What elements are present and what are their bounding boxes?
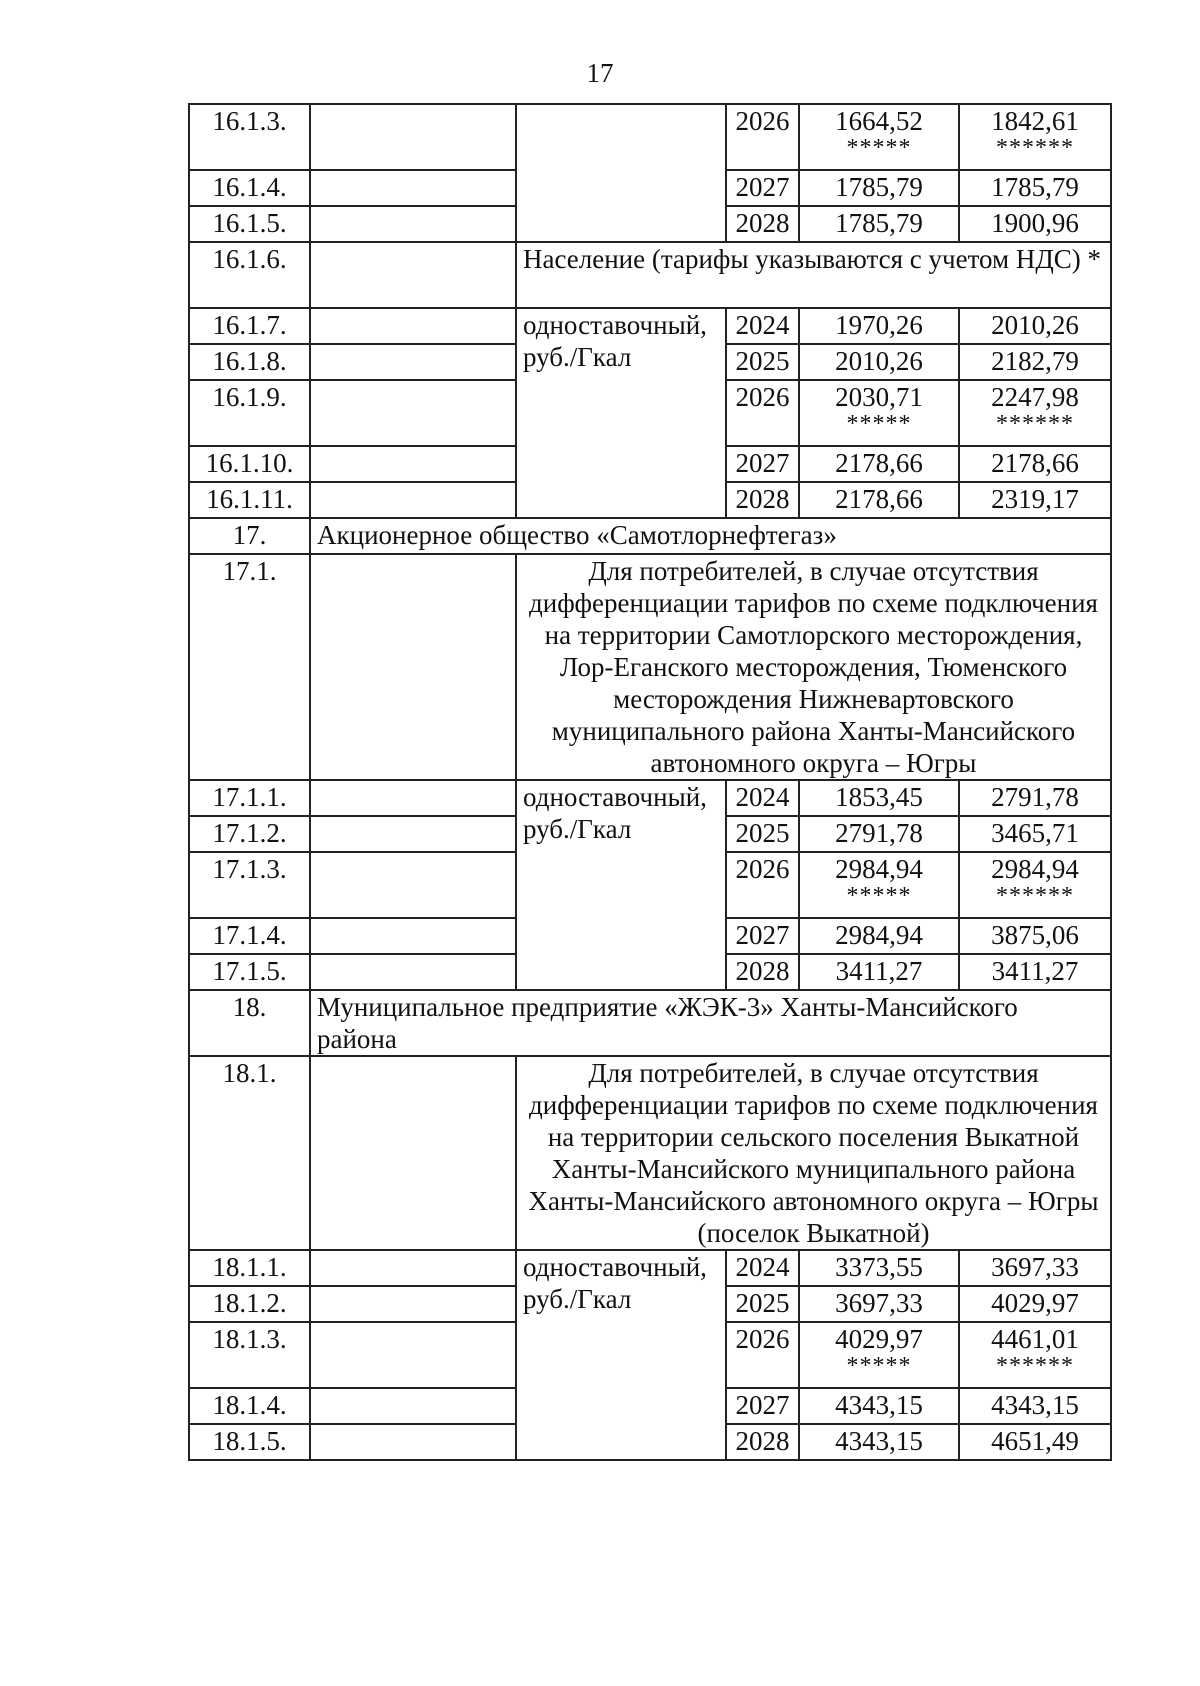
year-cell: 2025 (726, 1286, 799, 1322)
tariff-value-2: 2319,17 (959, 482, 1111, 518)
empty-cell (310, 446, 516, 482)
footnote-mark: ***** (846, 135, 912, 161)
empty-cell (310, 554, 516, 780)
empty-cell (310, 482, 516, 518)
tariff-value-1: 3373,55 (799, 1250, 959, 1286)
row-number: 17.1. (189, 554, 310, 780)
organization-name: Муниципальное предприятие «ЖЭК-3» Ханты-Мансийского района (310, 990, 1111, 1056)
row-number: 17.1.3. (189, 852, 310, 918)
row-number: 16.1.4. (189, 170, 310, 206)
tariff-value-2: 4029,97 (959, 1286, 1111, 1322)
tariff-value-1: 2178,66 (799, 482, 959, 518)
row-number: 18.1.4. (189, 1388, 310, 1424)
empty-cell (310, 1056, 516, 1250)
tariff-value-1: 1785,79 (799, 206, 959, 242)
footnote-mark: ***** (846, 883, 912, 909)
tariff-method: одноставочный, руб./Гкал (516, 780, 726, 990)
empty-cell (310, 104, 516, 170)
empty-cell (310, 780, 516, 816)
tariff-value-2: 4651,49 (959, 1424, 1111, 1460)
tariff-value-2: 3697,33 (959, 1250, 1111, 1286)
row-number: 18.1.2. (189, 1286, 310, 1322)
empty-cell (310, 1322, 516, 1388)
table-row (189, 554, 1111, 780)
table-row (189, 308, 1111, 344)
year-cell: 2024 (726, 1250, 799, 1286)
year-cell: 2028 (726, 482, 799, 518)
tariff-value-2: 2182,79 (959, 344, 1111, 380)
empty-cell (310, 852, 516, 918)
tariff-table (188, 103, 1112, 1461)
row-number: 17. (189, 518, 310, 554)
year-cell: 2025 (726, 816, 799, 852)
tariff-value-1: 1785,79 (799, 170, 959, 206)
tariff-value-2: 2178,66 (959, 446, 1111, 482)
tariff-value-1: 2010,26 (799, 344, 959, 380)
tariff-value-1: 1853,45 (799, 780, 959, 816)
tariff-value-1: 2178,66 (799, 446, 959, 482)
tariff-value-2: 1785,79 (959, 170, 1111, 206)
empty-cell (310, 918, 516, 954)
year-cell: 2026 (726, 1322, 799, 1388)
tariff-value-1: 4343,15 (799, 1424, 959, 1460)
footnote-mark: ****** (996, 1353, 1074, 1379)
row-number: 18.1.1. (189, 1250, 310, 1286)
year-cell: 2025 (726, 344, 799, 380)
year-cell: 2026 (726, 380, 799, 446)
page-number: 17 (586, 58, 614, 88)
table-row (189, 518, 1111, 554)
row-number: 17.1.5. (189, 954, 310, 990)
row-number: 16.1.9. (189, 380, 310, 446)
empty-cell (310, 170, 516, 206)
year-cell: 2026 (726, 104, 799, 170)
tariff-value-1: 2030,71 ***** (799, 380, 959, 446)
consumer-description: Для потребителей, в случае отсутствия дифференциации тарифов по схеме подключения на территории сельского поселения Выкатной Ханты-Мансийского муниципального района Ханты-Мансийского автономного округа – Югры (поселок Выкатной) (516, 1056, 1111, 1250)
row-number: 16.1.7. (189, 308, 310, 344)
row-number: 17.1.1. (189, 780, 310, 816)
row-number: 16.1.8. (189, 344, 310, 380)
empty-cell (310, 308, 516, 344)
row-number: 18.1.5. (189, 1424, 310, 1460)
row-number: 16.1.11. (189, 482, 310, 518)
year-cell: 2028 (726, 206, 799, 242)
year-cell: 2027 (726, 170, 799, 206)
empty-cell (310, 206, 516, 242)
population-label: Население (тарифы указываются с учетом НДС) * (516, 242, 1111, 308)
row-number: 16.1.5. (189, 206, 310, 242)
tariff-value-2: 3465,71 (959, 816, 1111, 852)
footnote-mark: ****** (996, 135, 1074, 161)
tariff-value-1: 2984,94 ***** (799, 852, 959, 918)
tariff-value-1: 1664,52 ***** (799, 104, 959, 170)
tariff-value-2: 4461,01 ****** (959, 1322, 1111, 1388)
organization-name: Акционерное общество «Самотлорнефтегаз» (310, 518, 1111, 554)
year-cell: 2024 (726, 780, 799, 816)
empty-cell (310, 1286, 516, 1322)
tariff-value-1: 3411,27 (799, 954, 959, 990)
tariff-value-2: 4343,15 (959, 1388, 1111, 1424)
tariff-value-2: 2791,78 (959, 780, 1111, 816)
empty-cell (310, 1424, 516, 1460)
row-number: 18.1. (189, 1056, 310, 1250)
year-cell: 2027 (726, 446, 799, 482)
footnote-mark: ****** (996, 411, 1074, 437)
empty-cell (310, 816, 516, 852)
tariff-value-2: 1842,61 ****** (959, 104, 1111, 170)
row-number: 17.1.4. (189, 918, 310, 954)
tariff-value-1: 2984,94 (799, 918, 959, 954)
tariff-value-2: 3875,06 (959, 918, 1111, 954)
tariff-value-1: 4029,97 ***** (799, 1322, 959, 1388)
table-row (189, 104, 1111, 170)
row-number: 18. (189, 990, 310, 1056)
row-number: 16.1.6. (189, 242, 310, 308)
tariff-value-1: 1970,26 (799, 308, 959, 344)
table-row (189, 780, 1111, 816)
tariff-method: одноставочный, руб./Гкал (516, 1250, 726, 1460)
tariff-value-2: 2247,98 ****** (959, 380, 1111, 446)
table-row (189, 990, 1111, 1056)
row-number: 16.1.3. (189, 104, 310, 170)
table-row (189, 1250, 1111, 1286)
consumer-description: Для потребителей, в случае отсутствия дифференциации тарифов по схеме подключения на территории Самотлорского месторождения, Лор-Еганского месторождения, Тюменского месторождения Нижневартовского муниципального района Ханты-Мансийского автономного округа – Югры (516, 554, 1111, 780)
tariff-value-1: 4343,15 (799, 1388, 959, 1424)
year-cell: 2027 (726, 918, 799, 954)
table-row (189, 242, 1111, 308)
empty-cell (310, 1250, 516, 1286)
tariff-value-2: 2984,94 ****** (959, 852, 1111, 918)
tariff-value-2: 1900,96 (959, 206, 1111, 242)
tariff-value-2: 2010,26 (959, 308, 1111, 344)
tariff-value-2: 3411,27 (959, 954, 1111, 990)
empty-cell (516, 104, 726, 242)
year-cell: 2028 (726, 1424, 799, 1460)
empty-cell (310, 1388, 516, 1424)
empty-cell (310, 242, 516, 308)
footnote-mark: ****** (996, 883, 1074, 909)
footnote-mark: ***** (846, 1353, 912, 1379)
year-cell: 2028 (726, 954, 799, 990)
year-cell: 2024 (726, 308, 799, 344)
row-number: 17.1.2. (189, 816, 310, 852)
empty-cell (310, 380, 516, 446)
footnote-mark: ***** (846, 411, 912, 437)
year-cell: 2026 (726, 852, 799, 918)
table-row (189, 1056, 1111, 1250)
tariff-value-1: 2791,78 (799, 816, 959, 852)
year-cell: 2027 (726, 1388, 799, 1424)
tariff-method: одноставочный, руб./Гкал (516, 308, 726, 518)
row-number: 18.1.3. (189, 1322, 310, 1388)
row-number: 16.1.10. (189, 446, 310, 482)
empty-cell (310, 344, 516, 380)
empty-cell (310, 954, 516, 990)
tariff-value-1: 3697,33 (799, 1286, 959, 1322)
